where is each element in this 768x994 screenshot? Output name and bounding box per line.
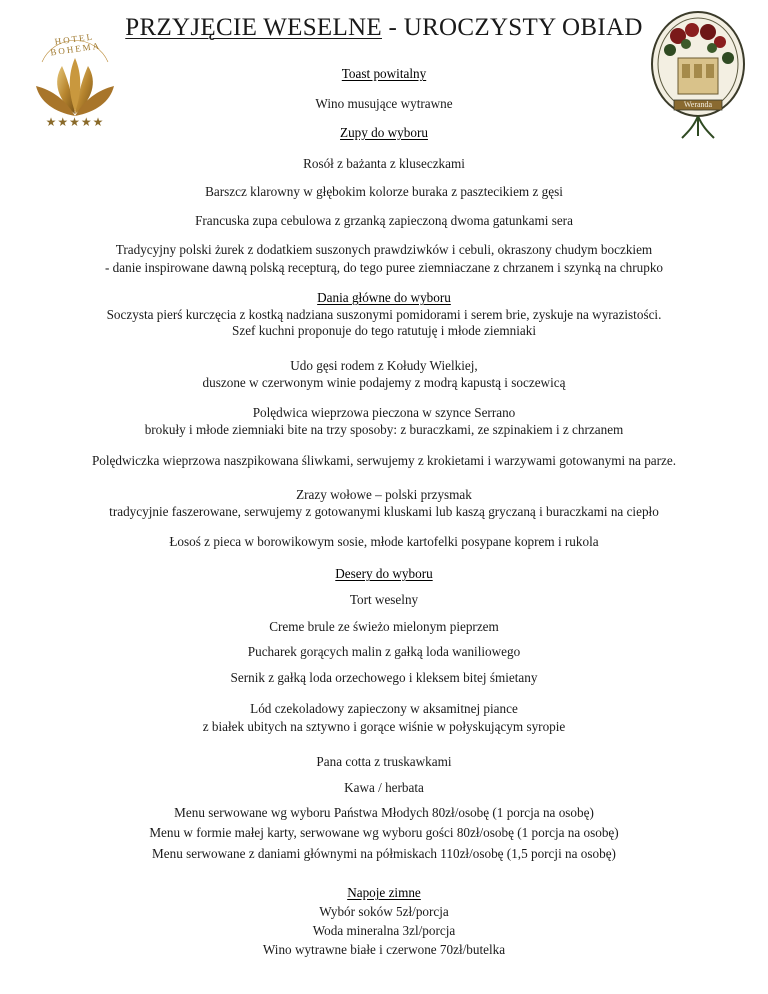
menu-item: - danie inspirowane dawną polską recepturą, do tego puree ziemniaczane z chrzanem i szynką na chrupko — [104, 260, 664, 275]
menu-item: Łosoś z pieca w borowikowym sosie, młode kartofelki posypane koprem i rukola — [169, 534, 599, 549]
menu-item: brokuły i młode ziemniaki bite na trzy sposoby: z buraczkami, ze szpinakiem i z chrzanem — [144, 422, 624, 437]
menu-item: Francuska zupa cebulowa z grzanką zapieczoną dwoma gatunkami sera — [195, 213, 573, 228]
menu-item: Rosół z bażanta z kluseczkami — [303, 156, 465, 171]
logo-right-text: Weranda — [683, 100, 713, 109]
menu-item: Wino musujące wytrawne — [315, 96, 453, 111]
menu-item: Tradycyjny polski żurek z dodatkiem suszonych prawdziwków i cebuli, okraszony chudym boczkiem — [115, 242, 653, 257]
menu-item: Szef kuchni proponuje do tego ratutuję i młode ziemniaki — [232, 323, 536, 338]
price-line: Menu serwowane z daniami głównymi na półmiskach 110zł/osobę (1,5 porcji na osobę) — [152, 846, 616, 861]
menu-item: tradycyjnie faszerowane, serwujemy z gotowanymi kluskami lub kaszą gryczaną i buraczkami na ciepło — [109, 504, 659, 519]
price-line: Menu serwowane wg wyboru Państwa Młodych 80zł/osobę (1 porcja na osobę) — [174, 805, 594, 820]
menu-item: Kawa / herbata — [344, 780, 424, 795]
menu-item: Sernik z gałką loda orzechowego i kleksem bitej śmietany — [230, 670, 538, 685]
logo-left-text: HOTEL BOHEMA — [49, 31, 102, 58]
page-title — [0, 14, 768, 42]
menu-item: Creme brule ze świeżo mielonym pieprzem — [269, 619, 499, 634]
logo-stars: ★★★★★ — [45, 115, 105, 129]
title-rest: - UROCZYSTY OBIAD — [381, 14, 643, 41]
heading-mains: Dania główne do wyboru — [317, 290, 451, 305]
menu-item: Udo gęsi rodem z Kołudy Wielkiej, — [290, 358, 478, 373]
heading-drinks: Napoje zimne — [347, 885, 421, 900]
menu-item: Barszcz klarowny w głębokim kolorze buraka z pasztecikiem z gęsi — [205, 184, 563, 199]
drink-item: Woda mineralna 3zl/porcja — [312, 923, 456, 938]
price-line: Menu w formie małej karty, serwowane wg wyboru gości 80zł/osobę (1 porcja na osobę) — [149, 825, 619, 840]
menu-item: Pana cotta z truskawkami — [316, 754, 452, 769]
menu-item: Zrazy wołowe – polski przysmak — [296, 487, 472, 502]
heading-desserts: Desery do wyboru — [335, 566, 433, 581]
menu-item: Polędwiczka wieprzowa naszpikowana śliwkami, serwujemy z krokietami i warzywami gotowanymi na parze. — [91, 453, 677, 468]
drink-item: Wybór soków 5zł/porcja — [319, 904, 449, 919]
heading-soups: Zupy do wyboru — [340, 125, 428, 140]
menu-item: z białek ubitych na sztywno i gorące wiśnie w połyskującym syropie — [202, 719, 566, 734]
menu-item: Polędwica wieprzowa pieczona w szynce Serrano — [252, 405, 516, 420]
drink-item: Wino wytrawne białe i czerwone 70zł/butelka — [262, 942, 506, 957]
menu-item: Lód czekoladowy zapieczony w aksamitnej piance — [250, 701, 518, 716]
heading-toast: Toast powitalny — [341, 66, 427, 81]
menu-item: Tort weselny — [349, 592, 419, 607]
title-strong: PRZYJĘCIE WESELNE — [125, 14, 382, 41]
menu-item: Soczysta pierś kurczęcia z kostką nadziana suszonymi pomidorami i serem brie, zyskuje na wyrazistości. — [106, 307, 662, 322]
menu-item: Pucharek gorących malin z gałką loda waniliowego — [247, 644, 521, 659]
menu-item: duszone w czerwonym winie podajemy z modrą kapustą i soczewicą — [202, 375, 566, 390]
